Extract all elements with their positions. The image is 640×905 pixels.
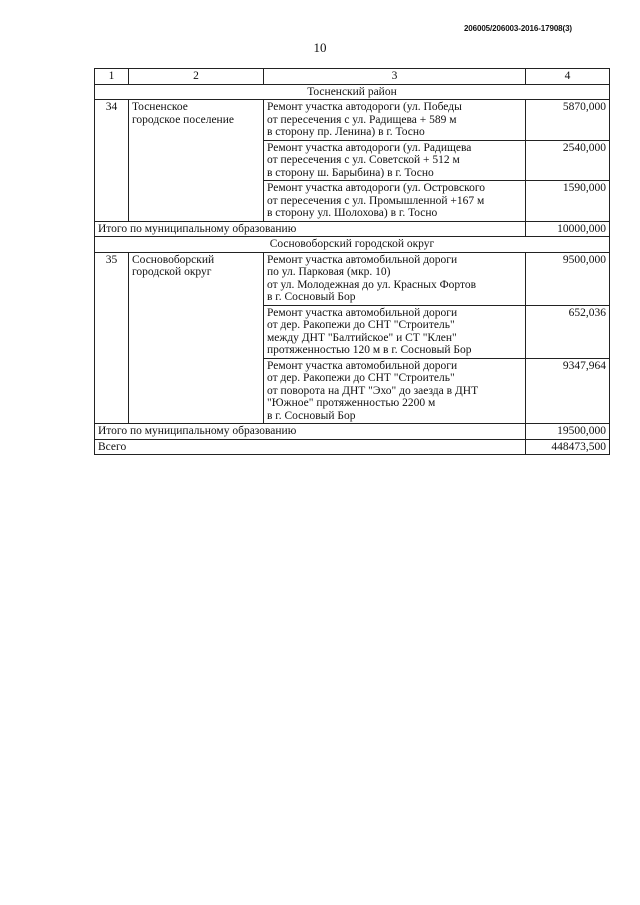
municipality-line: Сосновоборский [132, 253, 215, 266]
description-line: от дер. Ракопежи до СНТ "Строитель" [267, 372, 455, 384]
subtotal-row [95, 424, 610, 440]
description-line: Ремонт участка автодороги (ул. Победы [267, 101, 462, 113]
table-row [95, 252, 610, 305]
row-number: 34 [95, 100, 129, 222]
subtotal-row [95, 221, 610, 237]
description-line: протяженностью 120 м в г. Сосновый Бор [267, 344, 472, 356]
amount-cell: 9500,000 [526, 252, 610, 305]
description-line: от пересечения с ул. Радищева + 589 м [267, 113, 457, 126]
municipality-line: городской округ [132, 266, 212, 278]
description-line: Ремонт участка автодороги (ул. Островского [267, 182, 486, 194]
description-line: в сторону пр. Ленина) в г. Тосно [267, 126, 425, 138]
section-title: Сосновоборский городской округ [95, 237, 610, 253]
description-line: от пересечения с ул. Советской + 512 м [267, 154, 460, 166]
description-line: Ремонт участка автомобильной дороги [267, 359, 458, 372]
description-line: Ремонт участка автодороги (ул. Радищева [267, 141, 472, 154]
municipality-line: городское поселение [132, 113, 234, 126]
description-line: между ДНТ "Балтийское" и СТ "Клен" [267, 331, 457, 344]
municipality-cell [129, 100, 264, 222]
column-header: 4 [526, 69, 610, 85]
subtotal-label: Итого по муниципальному образованию [95, 424, 526, 440]
section-title-row [95, 237, 610, 253]
description-line: Ремонт участка автомобильной дороги [267, 253, 458, 266]
description-line: от ул. Молодежная до ул. Красных Фортов [267, 278, 477, 291]
description-line: в г. Сосновый Бор [267, 409, 356, 422]
description-cell [264, 181, 526, 222]
subtotal-label: Итого по муниципальному образованию [95, 221, 526, 237]
section-title: Тосненский район [95, 84, 610, 100]
municipality-cell [129, 252, 264, 424]
column-header: 2 [129, 69, 264, 85]
description-line: от пересечения с ул. Промышленной +167 м [267, 194, 485, 207]
description-cell [264, 252, 526, 305]
description-line: от поворота на ДНТ "Эхо" до заезда в ДНТ [267, 384, 479, 397]
table-row [95, 100, 610, 141]
amount-cell: 2540,000 [526, 140, 610, 181]
section-title-row [95, 84, 610, 100]
description-cell [264, 305, 526, 358]
amount-cell: 9347,964 [526, 358, 610, 424]
description-line: по ул. Парковая (мкр. 10) [267, 266, 391, 278]
description-line: в сторону ш. Барыбина) в г. Тосно [267, 166, 434, 179]
description-line: Ремонт участка автомобильной дороги [267, 306, 458, 319]
amount-cell: 652,036 [526, 305, 610, 358]
amount-cell: 1590,000 [526, 181, 610, 222]
grand-total-amount: 448473,500 [526, 439, 610, 455]
table-header-row [95, 69, 610, 85]
subtotal-amount: 10000,000 [526, 221, 610, 237]
column-header: 1 [95, 69, 129, 85]
description-line: от дер. Ракопежи до СНТ "Строитель" [267, 319, 455, 331]
amount-cell: 5870,000 [526, 100, 610, 141]
funding-table [94, 68, 610, 455]
column-header: 3 [264, 69, 526, 85]
subtotal-amount: 19500,000 [526, 424, 610, 440]
municipality-line: Тосненское [132, 101, 188, 113]
description-line: в г. Сосновый Бор [267, 291, 356, 303]
description-cell [264, 100, 526, 141]
description-line: в сторону ул. Шолохова) в г. Тосно [267, 207, 438, 219]
document-reference: 206005/206003-2016-17908(3) [463, 24, 572, 33]
page-number: 10 [313, 40, 327, 55]
description-line: "Южное" протяженностью 2200 м [267, 397, 436, 409]
grand-total-row [95, 439, 610, 455]
description-cell [264, 358, 526, 424]
row-number: 35 [95, 252, 129, 424]
description-cell [264, 140, 526, 181]
grand-total-label: Всего [95, 439, 526, 455]
